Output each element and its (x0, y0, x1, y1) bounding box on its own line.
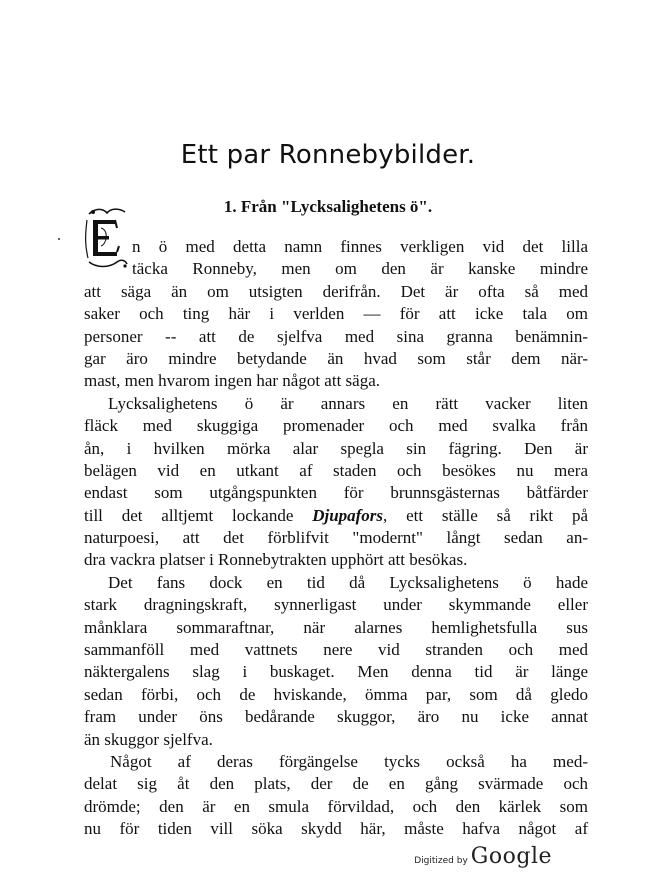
text-line: näktergalens slag i buskaget. Men denna tid är länge (84, 662, 588, 682)
text-line: ån, i hvilken mörka alar spegla sin fägring. Den är (84, 438, 588, 458)
emphasized-place-name: Djupafors (312, 505, 384, 525)
text-line: gar äro mindre betydande än hvad som står dem när- (84, 348, 588, 368)
page-title: Ett par Ronnebybilder. (180, 140, 476, 170)
section-heading: 1. Från "Lycksalighetens ö". (223, 197, 433, 216)
text-line: fläck med skuggiga promenader och med svalka från (84, 416, 588, 436)
digitization-watermark (414, 844, 552, 869)
text-line: än skuggor sjelfva. (84, 729, 213, 749)
text-line: n ö med detta namn finnes verkligen vid det lilla (132, 237, 588, 256)
text-line: drömde; den är en smula förvildad, och den kärlek som (84, 796, 588, 816)
text-line: delat sig åt den plats, der de en gång svärmade och (84, 774, 588, 794)
text-line: Något af deras förgängelse tycks också ha med- (110, 751, 588, 771)
text-fragment: till det alltjemt lockande (84, 505, 313, 525)
text-line: sedan förbi, och de hviskande, ömma par, som då gledo (84, 684, 588, 704)
body-text (84, 236, 588, 841)
text-line: Det fans dock en tid då Lycksalighetens ö hade (108, 572, 588, 592)
text-line: naturpoesi, att det förblifvit "modernt" långt sedan an- (84, 528, 588, 548)
text-line (84, 505, 588, 527)
text-fragment: , ett ställe så rikt på (383, 505, 589, 525)
text-line: saker och ting här i verlden — för att icke tala om (84, 304, 588, 324)
text-line: täcka Ronneby, men om den är kanske mindre (132, 259, 588, 279)
text-line: personer -- att de sjelfva med sina granna benämnin- (84, 326, 588, 346)
text-line: belägen vid en utkant af staden och besökes nu mera (84, 460, 588, 480)
text-line: månklara sommaraftnar, när alarnes hemlighetsfulla sus (84, 617, 588, 637)
text-line: dra vackra platser i Ronnebytrakten upphört att besökas. (84, 550, 468, 570)
text-line: mast, men hvarom ingen har något att säga. (84, 371, 380, 391)
text-line: endast som utgångspunkten för brunnsgästernas båtfärder (84, 483, 588, 503)
text-line: fram under öns bedårande skuggor, äro nu icke annat (84, 707, 588, 727)
text-line: sammanföll med vattnets nere vid stranden och med (84, 640, 588, 660)
text-line: stark dragningskraft, synnerligast under skymmande eller (84, 595, 588, 615)
print-speck (58, 238, 60, 240)
text-line: Lycksalighetens ö är annars en rätt vacker liten (108, 393, 588, 413)
text-line: nu för tiden vill söka skydd här, måste hafva något af (84, 819, 588, 839)
text-line: att säga än om utsigten derifrån. Det är ofta så med (84, 281, 588, 301)
digitized-by-label: Digitized by (414, 856, 468, 866)
google-logo: Google (470, 844, 552, 869)
